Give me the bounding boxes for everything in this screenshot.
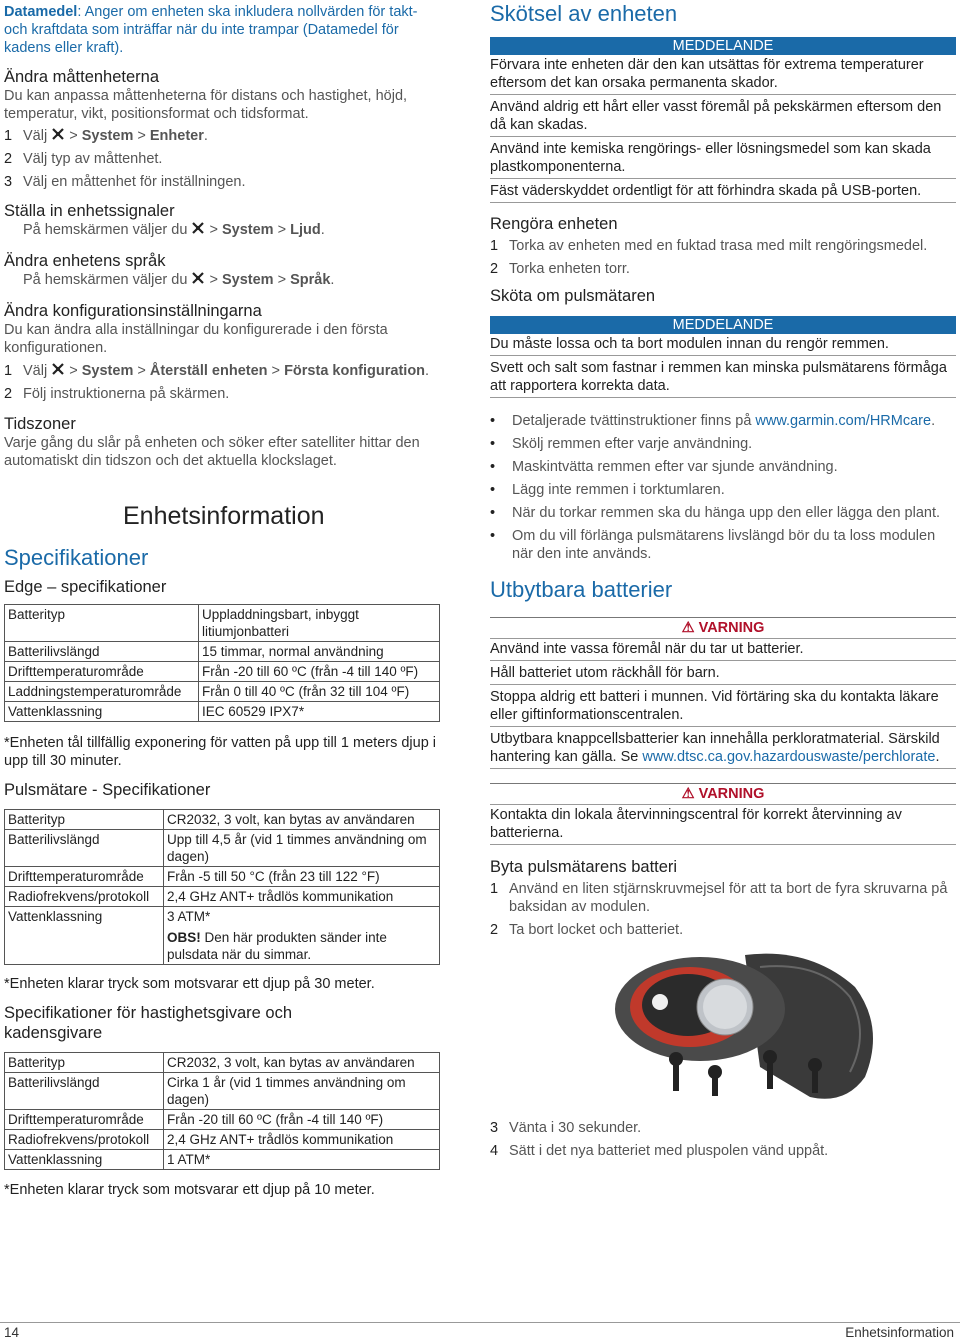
step-text: Välj [23, 128, 52, 144]
step-item [490, 921, 956, 939]
table-cell-value: Uppladdningsbart, inbyggt litiumjonbatteri [199, 605, 440, 642]
table-row [5, 867, 440, 887]
step-item [490, 1119, 956, 1137]
table-cell-value: CR2032, 3 volt, kan bytas av användaren [164, 1053, 440, 1073]
step-number: 2 [4, 151, 13, 167]
datamedel-end: ). [114, 40, 124, 56]
warn-line-3: Stoppa aldrig ett batteri i munnen. Vid förtäring ska du kontakta läkare eller giftinformationscentralen. [490, 687, 956, 727]
step-number: 1 [4, 128, 13, 144]
menu-system[interactable]: System [81, 363, 134, 379]
clean-title: Rengöra enheten [490, 215, 618, 233]
care-title: Skötsel av enheten [490, 1, 678, 26]
replace-steps [490, 880, 956, 939]
table-cell-label: Batterilivslängd [5, 830, 164, 867]
warning-bar [490, 617, 956, 639]
table-cell-label: Vattenklassning [5, 1150, 164, 1170]
table-cell-label: Batterityp [5, 810, 164, 830]
units-intro: Du kan anpassa måttenheterna för distans och hastighet, höjd, temperatur, vikt, positionsformat och tidsformat. [4, 88, 408, 122]
signals-pre: På hemskärmen väljer du [23, 222, 192, 238]
notice-bar: MEDDELANDE [490, 37, 956, 55]
speed-note: *Enheten klarar tryck som motsvarar ett djup på 10 meter. [4, 1182, 375, 1198]
clean-steps [490, 237, 956, 278]
step-number: 3 [4, 174, 13, 190]
batt-title: Utbytbara batterier [490, 577, 673, 602]
table-cell-label: Batterityp [5, 1053, 164, 1073]
menu-units[interactable]: Enheter [149, 128, 204, 144]
step-number: 1 [490, 238, 499, 254]
care-notes [490, 55, 956, 203]
step-number: 1 [4, 363, 13, 379]
bullet-icon: • [490, 413, 496, 429]
tz-text: Varje gång du slår på enheten och söker efter satelliter hittar den automatiskt din tidszon och det aktuella klockslaget. [4, 435, 420, 469]
step-text: Använd en liten stjärnskruvmejsel för att ta bort de fyra skruvarna på baksidan av modulen. [509, 881, 948, 915]
bullet-icon: • [490, 505, 496, 521]
table-cell-value: Cirka 1 år (vid 1 timmes användning om dagen) [164, 1073, 440, 1110]
bullet-text: När du torkar remmen ska du hänga upp den eller lägga den plant. [512, 505, 941, 521]
datamedel-label: Datamedel [4, 4, 78, 20]
speed-title: Specifikationer för hastighetsgivare och kadensgivare [4, 1004, 292, 1042]
edge-title: Edge – specifikationer [4, 578, 167, 596]
datamedel-paragraph [4, 3, 440, 57]
step-text: Ta bort locket och batteriet. [509, 922, 684, 938]
step-text: Sätt i det nya batteriet med pluspolen vänd uppåt. [509, 1143, 829, 1159]
table-cell-label: Batterilivslängd [5, 642, 199, 662]
table-row [5, 1073, 440, 1110]
menu-sound[interactable]: Ljud [290, 222, 321, 238]
table-cell-label: Batterilivslängd [5, 1073, 164, 1110]
care-note: Använd inte kemiska rengörings- eller lösningsmedel som kan skada plastkomponenterna. [490, 139, 956, 179]
perchlorate-note [490, 729, 956, 769]
bullet-text: Detaljerade tvättinstruktioner finns på [512, 413, 756, 429]
chapter-title: Enhetsinformation [123, 502, 325, 530]
step-number: 3 [490, 1120, 499, 1136]
step-number: 2 [4, 386, 13, 402]
warn-line-1: Använd inte vassa föremål när du tar ut batterier. [490, 639, 956, 661]
menu-reset[interactable]: Återställ enheten [149, 363, 268, 379]
settings-icon[interactable] [51, 128, 65, 140]
bullet-text: Maskintvätta remmen efter var sjunde användning. [512, 459, 838, 475]
hrcare-title: Sköta om pulsmätaren [490, 287, 656, 305]
step-item [490, 880, 956, 916]
table-cell-label: Batterityp [5, 605, 199, 642]
settings-icon[interactable] [191, 272, 205, 284]
garmin-link[interactable]: www.garmin.com/HRMcare [755, 413, 932, 429]
list-item [490, 458, 956, 476]
lang-pre: På hemskärmen väljer du [23, 272, 192, 288]
bullet-text: Om du vill förlänga pulsmätarens livslängd bör du ta loss modulen när den inte används. [512, 528, 936, 562]
step-text: Välj [23, 363, 52, 379]
step-number: 2 [490, 261, 499, 277]
bullet-icon: • [490, 482, 496, 498]
warning-icon: ⚠ [681, 786, 695, 802]
table-row [5, 662, 440, 682]
step-text: Vänta i 30 sekunder. [509, 1120, 642, 1136]
table-cell-value: Från -5 till 50 °C (från 23 till 122 °F) [164, 867, 440, 887]
warn-line-2: Håll batteriet utom räckhåll för barn. [490, 663, 956, 685]
care-bullets [490, 412, 956, 563]
step-text: Följ instruktionerna på skärmen. [23, 386, 230, 402]
table-cell-value: 15 timmar, normal användning [199, 642, 440, 662]
table-cell-label: Vattenklassning [5, 907, 164, 965]
step-item [490, 237, 956, 255]
lang-text: På hemskärmen väljer du > System > Språk. [23, 272, 335, 288]
table-cell-value: Från -20 till 60 ºC (från -4 till 140 ºF) [199, 662, 440, 682]
step-number: 4 [490, 1143, 499, 1159]
step-text: Torka av enheten med en fuktad trasa med milt rengöringsmedel. [509, 238, 928, 254]
step-text: Välj typ av måttenhet. [23, 151, 163, 167]
config-intro: Du kan ändra alla inställningar du konfigurerade i den första konfigurationen. [4, 322, 388, 356]
table-cell-value: Från 0 till 40 ºC (från 32 till 104 ºF) [199, 682, 440, 702]
care-note: Använd aldrig ett hårt eller vasst föremål på pekskärmen eftersom den då kan skadas. [490, 97, 956, 137]
table-cell-label: Radiofrekvens/protokoll [5, 887, 164, 907]
datamedel-link[interactable]: Datamedel för kadens eller kraft [4, 22, 399, 56]
table-row [5, 702, 440, 722]
step-number: 1 [490, 881, 499, 897]
edge-spec-table [4, 604, 440, 722]
bullet-text: Skölj remmen efter varje användning. [512, 436, 753, 452]
care-note: Förvara inte enheten där den kan utsättas för extrema temperaturer eftersom det kan orsaka permanenta skador. [490, 55, 956, 95]
step-number: 2 [490, 922, 499, 938]
config-step-2 [4, 385, 440, 403]
units-step-1 [4, 127, 440, 145]
warning-bar [490, 783, 956, 805]
menu-system[interactable]: System [81, 128, 134, 144]
list-item [490, 435, 956, 453]
step-item [490, 1142, 956, 1160]
table-cell-label: Vattenklassning [5, 702, 199, 722]
config-title: Ändra konfigurationsinställningarna [4, 302, 262, 320]
separator: > [65, 128, 82, 144]
config-step-1: 1 Välj > System > Återställ enheten > Första konfiguration. [4, 363, 430, 379]
menu-system[interactable]: System [221, 272, 274, 288]
table-row [5, 682, 440, 702]
table-cell-value: 1 ATM* [164, 1150, 440, 1170]
list-item [490, 481, 956, 499]
right-column [490, 0, 956, 1160]
table-row [5, 642, 440, 662]
replace-steps-2 [490, 1119, 956, 1160]
table-row [5, 830, 440, 867]
table-cell-value: IEC 60529 IPX7* [199, 702, 440, 722]
menu-system[interactable]: System [221, 222, 274, 238]
hr-spec-table [4, 809, 440, 965]
warn2-text: Kontakta din lokala återvinningscentral för korrekt återvinning av batterierna. [490, 805, 956, 845]
table-row [5, 1150, 440, 1170]
bullet-icon: • [490, 528, 496, 544]
separator: > [133, 128, 150, 144]
bullet-icon: • [490, 436, 496, 452]
table-row [5, 887, 440, 907]
menu-first-config[interactable]: Första konfiguration [284, 363, 426, 379]
bullet-end: . [931, 413, 936, 429]
care-note: Fäst väderskyddet ordentligt för att förhindra skada på USB-porten. [490, 181, 956, 203]
table-cell-label: Drifttemperaturområde [5, 662, 199, 682]
table-cell-label: Radiofrekvens/protokoll [5, 1130, 164, 1150]
replace-title: Byta pulsmätarens batteri [490, 858, 678, 876]
table-row [5, 810, 440, 830]
list-item [490, 412, 956, 430]
spec-title: Specifikationer [4, 545, 149, 570]
perchlorate-link[interactable]: www.dtsc.ca.gov.hazardouswaste/perchlorate [642, 749, 936, 765]
signals-title: Ställa in enhetssignaler [4, 202, 175, 220]
signals-text: På hemskärmen väljer du > System > Ljud. [23, 222, 325, 238]
settings-icon[interactable] [51, 363, 65, 375]
table-cell-value: CR2032, 3 volt, kan bytas av användaren [164, 810, 440, 830]
units-step-3 [4, 173, 440, 191]
table-row [5, 605, 440, 642]
step-text: Torka enheten torr. [509, 261, 630, 277]
hr-title: Pulsmätare - Specifikationer [4, 781, 211, 799]
table-cell-value: 2,4 GHz ANT+ trådlös kommunikation [164, 887, 440, 907]
hrm-module-illustration [510, 947, 930, 1107]
tz-title: Tidszoner [4, 415, 76, 433]
warning-icon: ⚠ [681, 620, 695, 636]
hrcare-note-2: Svett och salt som fastnar i remmen kan minska pulsmätarens förmåga att rapportera korrekta data. [490, 358, 956, 398]
hr-note: *Enheten klarar tryck som motsvarar ett djup på 30 meter. [4, 976, 375, 992]
water-value: 3 ATM* [167, 909, 211, 924]
speed-spec-table [4, 1052, 440, 1170]
obs-label: OBS! [167, 930, 201, 945]
bullet-icon: • [490, 459, 496, 475]
table-row [5, 907, 440, 965]
hrcare-note-1: Du måste lossa och ta bort modulen innan du rengör remmen. [490, 334, 956, 356]
footer-section: Enhetsinformation [845, 1325, 954, 1340]
datamedel-text: : Anger om enheten ska inkludera nollvärden för takt- och kraftdata som inträffar när du inte trampar ( [4, 4, 418, 38]
lang-title: Ändra enhetens språk [4, 252, 166, 270]
menu-language[interactable]: Språk [290, 272, 331, 288]
list-item [490, 527, 956, 563]
step-text: Välj en måttenhet för inställningen. [23, 174, 246, 190]
table-cell-label: Drifttemperaturområde [5, 1110, 164, 1130]
table-cell-label: Laddningstemperaturområde [5, 682, 199, 702]
page-number: 14 [4, 1325, 20, 1340]
obs-text: Den här produkten sänder inte pulsdata när du simmar. [167, 930, 387, 962]
table-cell-label: Drifttemperaturområde [5, 867, 164, 887]
edge-note: *Enheten tål tillfällig exponering för vatten på upp till 1 meters djup i upp till 30 minuter. [4, 735, 437, 769]
table-cell-value: 2,4 GHz ANT+ trådlös kommunikation [164, 1130, 440, 1150]
table-cell-value: Upp till 4,5 år (vid 1 timmes användning om dagen) [164, 830, 440, 867]
perch-text: Utbytbara knappcellsbatterier kan innehålla perkloratmaterial. Särskild hantering kan gälla. Se [490, 731, 940, 765]
notice-bar: MEDDELANDE [490, 316, 956, 334]
table-cell-value: Från -20 till 60 ºC (från -4 till 140 ºF) [164, 1110, 440, 1130]
step-end: . [203, 128, 208, 144]
table-row [5, 1130, 440, 1150]
settings-icon[interactable] [191, 222, 205, 234]
list-item [490, 504, 956, 522]
perch-end: . [935, 749, 940, 765]
module-image [510, 947, 930, 1107]
units-step-2 [4, 150, 440, 168]
table-row [5, 1053, 440, 1073]
warning-label: VARNING [698, 786, 765, 802]
warning-label: VARNING [698, 620, 765, 636]
left-column [4, 0, 440, 1199]
table-row [5, 1110, 440, 1130]
page-footer [0, 1322, 960, 1340]
step-item [490, 260, 956, 278]
table-cell-value [164, 907, 440, 965]
units-title: Ändra måttenheterna [4, 68, 160, 86]
bullet-text: Lägg inte remmen i torktumlaren. [512, 482, 725, 498]
